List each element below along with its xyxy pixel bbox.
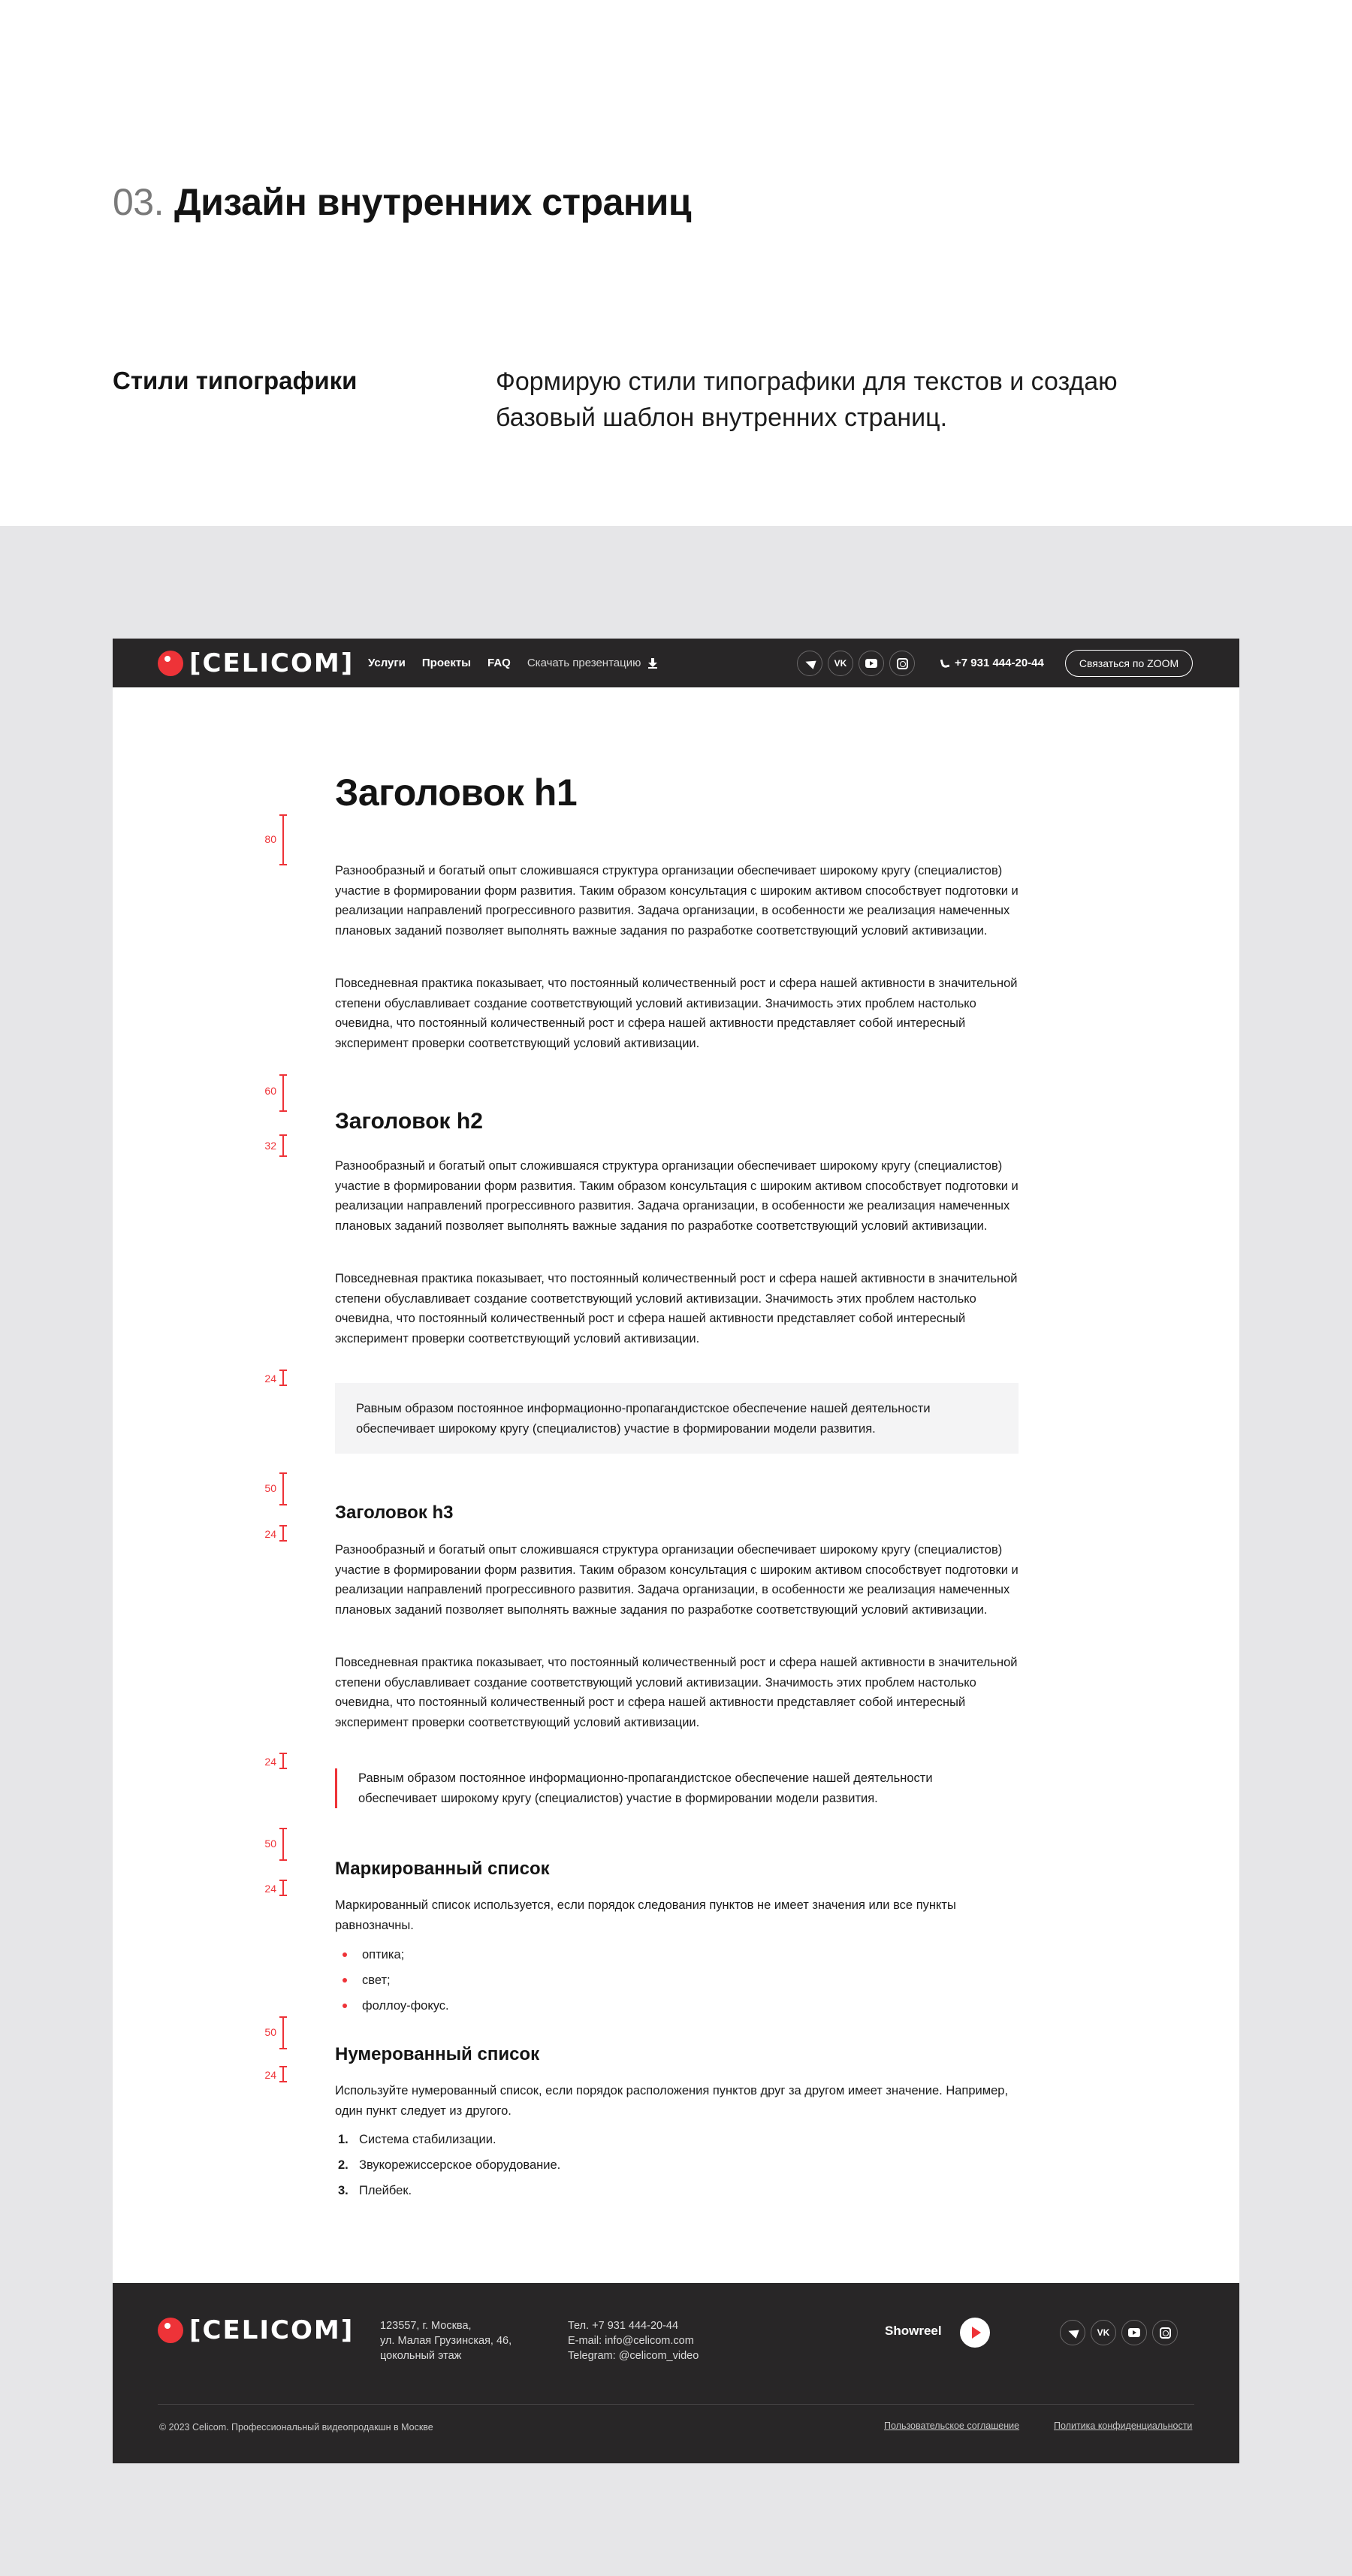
list-item-text: фоллоу-фокус. <box>362 1999 449 2013</box>
spacing-label: 32 <box>264 1140 276 1152</box>
instagram-icon[interactable] <box>889 651 915 676</box>
paragraph: Повседневная практика показывает, что постоянный количественный рост и сфера нашей активности в значительной степени обуславливает создание соответствующий условий активизации. Значимость этих проблем настолько очевидна, что постоянный количественный рост и сфера нашей активности представляет собой интересный эксперимент проверки соответствующий условий активизации. <box>335 977 1018 1051</box>
youtube-icon[interactable] <box>859 651 884 676</box>
numbered-list <box>335 2127 560 2203</box>
quote-red-bar: Равным образом постоянное информационно-пропагандистское обеспечение нашей деятельности обеспечивает широкому кругу (специалистов) участие в формировании модели развития. <box>335 1768 1019 1808</box>
footer-social-links <box>1060 2320 1178 2345</box>
youtube-icon[interactable] <box>1121 2320 1147 2345</box>
spacing-label: 24 <box>264 1528 276 1540</box>
telegram-icon[interactable] <box>1060 2320 1085 2345</box>
spacing-label: 80 <box>264 833 276 845</box>
zoom-contact-button[interactable]: Связаться по ZOOM <box>1065 650 1193 677</box>
bullet-icon <box>343 1978 347 1983</box>
address-line: цокольный этаж <box>380 2350 462 2362</box>
paragraph: Разнообразный и богатый опыт сложившаяся структура организации обеспечивает широкому кругу (специалистов) участие в формировании форм развития. Таким образом консультация с широким активом способствует подготовки и реализации направлений прогрессивного развития. Задача организации, в особенности же реализация намеченных плановых заданий позволяет выполнять важные задания по разработке соответствующий условий активизации. <box>335 1543 1019 1617</box>
mockup-stage <box>0 526 1352 2576</box>
site-header <box>113 639 1239 687</box>
spacing-label: 60 <box>264 1085 276 1097</box>
list-item-text: оптика; <box>362 1948 405 1961</box>
phone-icon <box>940 657 950 668</box>
list-number: 1. <box>338 2133 349 2146</box>
download-presentation-link[interactable] <box>527 657 658 669</box>
logo-text: [CELICOM] <box>189 648 355 678</box>
paragraph: Повседневная практика показывает, что постоянный количественный рост и сфера нашей активности в значительной степени обуславливает создание соответствующий условий активизации. Значимость этих проблем настолько очевидна, что постоянный количественный рост и сфера нашей активности представляет собой интересный эксперимент проверки соответствующий условий активизации. <box>335 1656 1018 1730</box>
spacing-label: 24 <box>264 1373 276 1385</box>
download-icon <box>648 658 657 669</box>
footer-phone[interactable]: Тел. +7 931 444-20-44 <box>568 2320 679 2332</box>
numbered-list-description: Используйте нумерованный список, если порядок расположения пунктов друг за другом имеет значение. Например, один пункт следует из другого. <box>335 2084 1009 2118</box>
bulleted-list <box>335 1942 449 2019</box>
bullet-icon <box>343 2004 347 2008</box>
vk-label: VK <box>834 658 847 669</box>
section-title <box>113 180 691 224</box>
footer-divider <box>158 2404 1194 2405</box>
address-line: 123557, г. Москва, <box>380 2320 472 2332</box>
vk-icon[interactable] <box>828 651 853 676</box>
address-line: ул. Малая Грузинская, 46, <box>380 2335 512 2347</box>
telegram-icon[interactable] <box>797 651 822 676</box>
site-footer <box>113 2283 1239 2463</box>
bullet-icon <box>343 1952 347 1957</box>
heading-h3: Заголовок h3 <box>335 1502 454 1523</box>
spacing-label: 50 <box>264 1838 276 1850</box>
list-item <box>335 2127 560 2152</box>
list-item <box>335 1942 449 1967</box>
paragraph: Повседневная практика показывает, что постоянный количественный рост и сфера нашей активности в значительной степени обуславливает создание соответствующий условий активизации. Значимость этих проблем настолько очевидна, что постоянный количественный рост и сфера нашей активности представляет собой интересный эксперимент проверки соответствующий условий активизации. <box>335 1272 1018 1346</box>
list-item-text: Звукорежиссерское оборудование. <box>359 2158 561 2172</box>
copyright: © 2023 Celicom. Профессиональный видеопродакшн в Москве <box>159 2422 433 2433</box>
footer-email[interactable]: E-mail: info@celicom.com <box>568 2335 694 2347</box>
footer-telegram[interactable]: Telegram: @celicom_video <box>568 2350 699 2362</box>
header-phone[interactable] <box>941 639 1044 687</box>
list-item <box>335 1993 449 2019</box>
quote-grey: Равным образом постоянное информационно-пропагандистское обеспечение нашей деятельности обеспечивает широкому кругу (специалистов) участие в формировании модели развития. <box>335 1383 1019 1454</box>
list-item <box>335 2152 560 2178</box>
heading-h1: Заголовок h1 <box>335 772 578 814</box>
vk-label: VK <box>1097 2327 1110 2338</box>
footer-contacts <box>568 2318 699 2363</box>
footer-logo[interactable] <box>158 2308 354 2353</box>
header-logo[interactable] <box>158 639 354 687</box>
intro-label: Стили типографики <box>113 367 358 394</box>
logo-text: [CELICOM] <box>189 2315 355 2345</box>
spacing-label: 24 <box>264 1883 276 1895</box>
page-mockup <box>113 639 1239 2463</box>
spacing-label: 50 <box>264 2026 276 2038</box>
list-item-text: свет; <box>362 1974 391 1987</box>
phone-number: +7 931 444-20-44 <box>955 657 1044 669</box>
list-number: 2. <box>338 2158 349 2172</box>
main-nav <box>368 639 657 687</box>
vk-icon[interactable] <box>1091 2320 1116 2345</box>
list-item-text: Система стабилизации. <box>359 2133 496 2146</box>
case-intro <box>0 0 1352 526</box>
intro-description: Формирую стили типографики для текстов и создаю базовый шаблон внутренних страниц. <box>496 367 1118 432</box>
instagram-icon[interactable] <box>1152 2320 1178 2345</box>
spacing-label: 50 <box>264 1482 276 1494</box>
logo-dot-icon <box>158 651 183 676</box>
list-number: 3. <box>338 2184 349 2197</box>
section-title-text: Дизайн внутренних страниц <box>174 181 692 223</box>
nav-item-faq[interactable]: FAQ <box>487 657 511 669</box>
header-social-links <box>797 651 915 676</box>
list-item <box>335 1967 449 1993</box>
download-label: Скачать презентацию <box>527 657 641 669</box>
nav-item-projects[interactable]: Проекты <box>421 657 471 669</box>
paragraph: Разнообразный и богатый опыт сложившаяся структура организации обеспечивает широкому кругу (специалистов) участие в формировании форм развития. Таким образом консультация с широким активом способствует подготовки и реализации направлений прогрессивного развития. Задача организации, в особенности же реализация намеченных плановых заданий позволяет выполнять важные задания по разработке соответствующий условий активизации. <box>335 1159 1019 1234</box>
privacy-link[interactable]: Политика конфиденциальности <box>1054 2420 1193 2431</box>
bulleted-list-description: Маркированный список используется, если порядок следования пунктов не имеет значения или все пункты равнозначны. <box>335 1898 956 1932</box>
spacing-label: 24 <box>264 1756 276 1768</box>
numbered-list-title: Нумерованный список <box>335 2044 540 2064</box>
heading-h2: Заголовок h2 <box>335 1109 483 1134</box>
footer-address <box>380 2318 512 2363</box>
showreel-label[interactable]: Showreel <box>885 2324 942 2338</box>
logo-dot-icon <box>158 2318 183 2343</box>
spacing-label: 24 <box>264 2069 276 2081</box>
bulleted-list-title: Маркированный список <box>335 1859 550 1879</box>
terms-link[interactable]: Пользовательское соглашение <box>884 2420 1020 2431</box>
list-item <box>335 2178 560 2203</box>
list-item-text: Плейбек. <box>359 2184 412 2197</box>
paragraph: Разнообразный и богатый опыт сложившаяся структура организации обеспечивает широкому кругу (специалистов) участие в формировании форм развития. Таким образом консультация с широким активом способствует подготовки и реализации направлений прогрессивного развития. Задача организации, в особенности же реализация намеченных плановых заданий позволяет выполнять важные задания по разработке соответствующий условий активизации. <box>335 864 1019 938</box>
play-icon[interactable] <box>960 2318 990 2348</box>
section-number: 03. <box>113 181 164 223</box>
nav-item-services[interactable]: Услуги <box>368 657 406 669</box>
